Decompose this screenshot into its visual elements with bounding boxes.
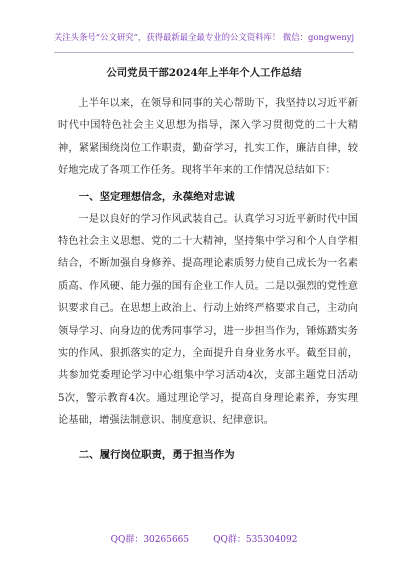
- footer-qq-group-2: QQ群：535304092: [213, 535, 298, 545]
- section-2-heading: 二、履行岗位职责，勇于担当作为: [78, 448, 235, 461]
- document-title: 公司党员干部2024年上半年个人工作总结: [106, 67, 302, 79]
- header-notice: 关注头条号“公文研究”，获得最新最全最专业的公文资料库！ 微信：gongwenyj: [53, 32, 355, 42]
- document-body: [58, 93, 358, 467]
- section-1-paragraph: 一是以良好的学习作风武装自己。认真学习习近平新时代中国特色社会主义思想、党的二十大精神，坚持集中学习和个人自学相结合，不断加强自身修养、提高理论素质努力使自己成长为一名素质高、作风硬、能力强的国有企业工作人员。二是以强烈的党性意识要求自己。在思想上政治上、行动上始终严格要求自己，主动向领导学习、向身边的优秀同事学习，进一步担当作为，锤炼踏实务实的作风、狠抓落实的定力，全面提升自身业务水平。截至目前，共参加党委理论学习中心组集中学习活动4次，支部主题党日活动5次，警示教育4次。通过理论学习，提高自身理论素养，夯实理论基础，增强法制意识、制度意识、纪律意识。: [58, 213, 358, 427]
- footer-qq-group-1: QQ群：30265665: [110, 535, 190, 545]
- section-1-heading: 一、坚定理想信念，永葆绝对忠诚: [78, 190, 235, 203]
- intro-paragraph: 上半年以来，在领导和同事的关心帮助下，我坚持以习近平新时代中国特色社会主义思想为指导，深入学习贯彻党的二十大精神，紧紧围绕岗位工作职责，勤奋学习，扎实工作，廉洁自律，较好地完成了各项工作任务。现将半年来的工作情况总结如下：: [58, 98, 358, 177]
- footer-contacts: [0, 534, 408, 547]
- header-divider: [54, 52, 354, 53]
